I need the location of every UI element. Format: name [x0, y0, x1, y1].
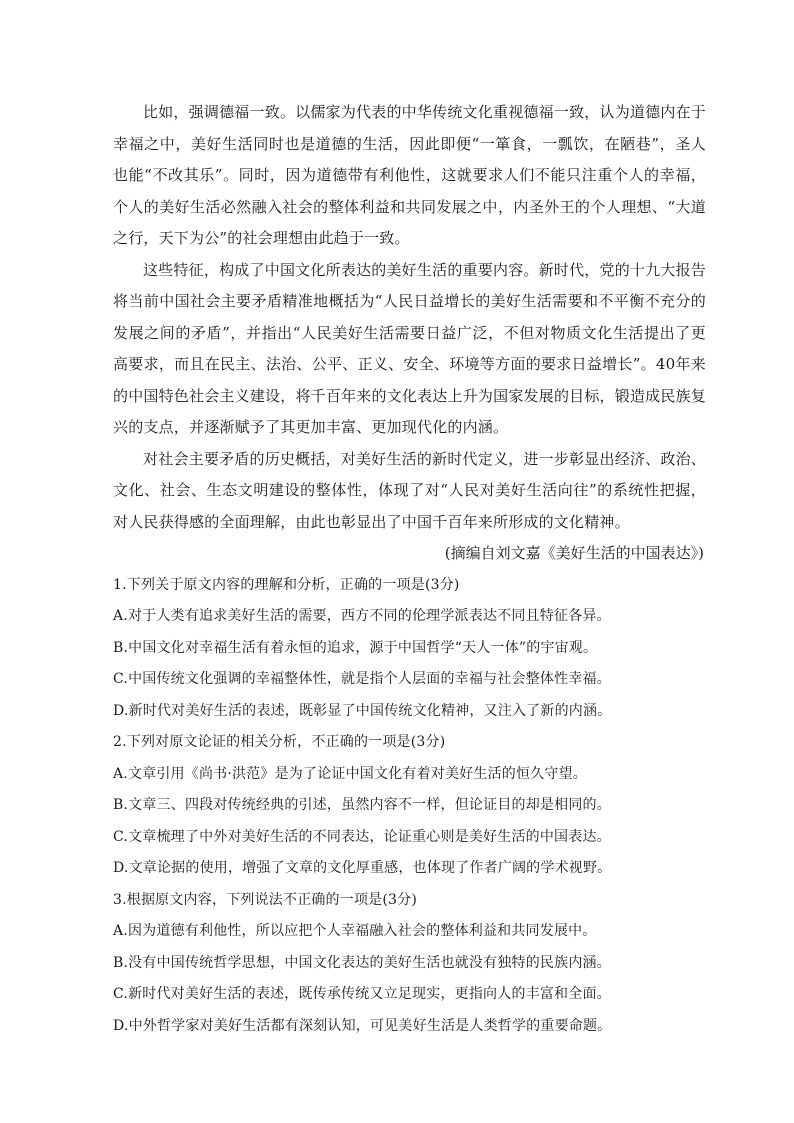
question-stem: 1.下列关于原文内容的理解和分析，正确的一项是(3分): [113, 576, 460, 593]
question-option-c: C.中国传统文化强调的幸福整体性，就是指个人层面的幸福与社会整体性幸福。: [113, 671, 611, 687]
question-option-c: C.文章梳理了中外对美好生活的不同表达，论证重心则是美好生活的中国表达。: [113, 828, 611, 845]
reading-passage: [113, 97, 706, 570]
question-stem: 3.根据原文内容，下列说法不正确的一项是(3分): [113, 891, 417, 908]
question-option-d: D.文章论据的使用，增强了文章的文化厚重感，也体现了作者广阔的学术视野。: [113, 860, 612, 876]
passage-paragraph: 对社会主要矛盾的历史概括，对美好生活的新时代定义，进一步彰显出经济、政治、文化、社会、生态文明建设的整体性，体现了对“人民对美好生活向往”的系统性把握，对人民获得感的全面理解，由此也彰显出了中国千百年来所形成的文化精神。: [113, 449, 706, 531]
passage-paragraph: 比如，强调德福一致。以儒家为代表的中华传统文化重视德福一致，认为道德内在于幸福之中，美好生活同时也是道德的生活，因此即便“一箪食，一瓢饮，在陋巷”，圣人也能“不改其乐”。同时，因为道德带有利他性，这就要求人们不能只注重个人的幸福，个人的美好生活必然融入社会的整体利益和共同发展之中，内圣外王的个人理想、“大道之行，天下为公”的社会理想由此趋于一致。: [113, 103, 706, 247]
question-option-b: B.文章三、四段对传统经典的引述，虽然内容不一样，但论证目的却是相同的。: [113, 797, 611, 813]
question-1: [113, 570, 706, 728]
question-3: [113, 885, 706, 1043]
question-2: [113, 727, 706, 885]
question-stem: 2.下列对原文论证的相关分析，不正确的一项是(3分): [113, 734, 446, 750]
question-option-b: B.中国文化对幸福生活有着永恒的追求，源于中国哲学“天人一体”的宇宙观。: [113, 639, 598, 656]
passage-paragraph: 这些特征，构成了中国文化所表达的美好生活的重要内容。新时代，党的十九大报告将当前中国社会主要矛盾精准地概括为“人民日益增长的美好生活需要和不平衡不充分的发展之间的矛盾”，并指出“人民美好生活需要日益广泛，不但对物质文化生活提出了更高要求，而且在民主、法治、公平、正义、安全、环境等方面的要求日益增长”。40年来的中国特色社会主义建设，将千百年来的文化表达上升为国家发展的目标，锻造成民族复兴的支点，并逐渐赋予了其更加丰富、更加现代化的内涵。: [113, 260, 706, 436]
question-option-a: A.文章引用《尚书·洪范》是为了论证中国文化有着对美好生活的恒久守望。: [113, 765, 588, 782]
question-option-b: B.没有中国传统哲学思想，中国文化表达的美好生活也就没有独特的民族内涵。: [113, 954, 611, 971]
question-option-d: D.中外哲学家对美好生活都有深刻认知，可见美好生活是人类哲学的重要命题。: [113, 1017, 612, 1034]
question-option-a: A.对于人类有追求美好生活的需要，西方不同的伦理学派表达不同且特征各异。: [113, 608, 611, 624]
question-option-a: A.因为道德有利他性，所以应把个人幸福融入社会的整体利益和共同发展中。: [113, 923, 597, 939]
passage-source: (摘编自刘文嘉《美好生活的中国表达》): [444, 544, 704, 562]
question-option-d: D.新时代对美好生活的表述，既彰显了中国传统文化精神，又注入了新的内涵。: [113, 702, 612, 719]
question-option-c: C.新时代对美好生活的表述，既传承传统又立足现实，更指向人的丰富和全面。: [113, 986, 611, 1002]
